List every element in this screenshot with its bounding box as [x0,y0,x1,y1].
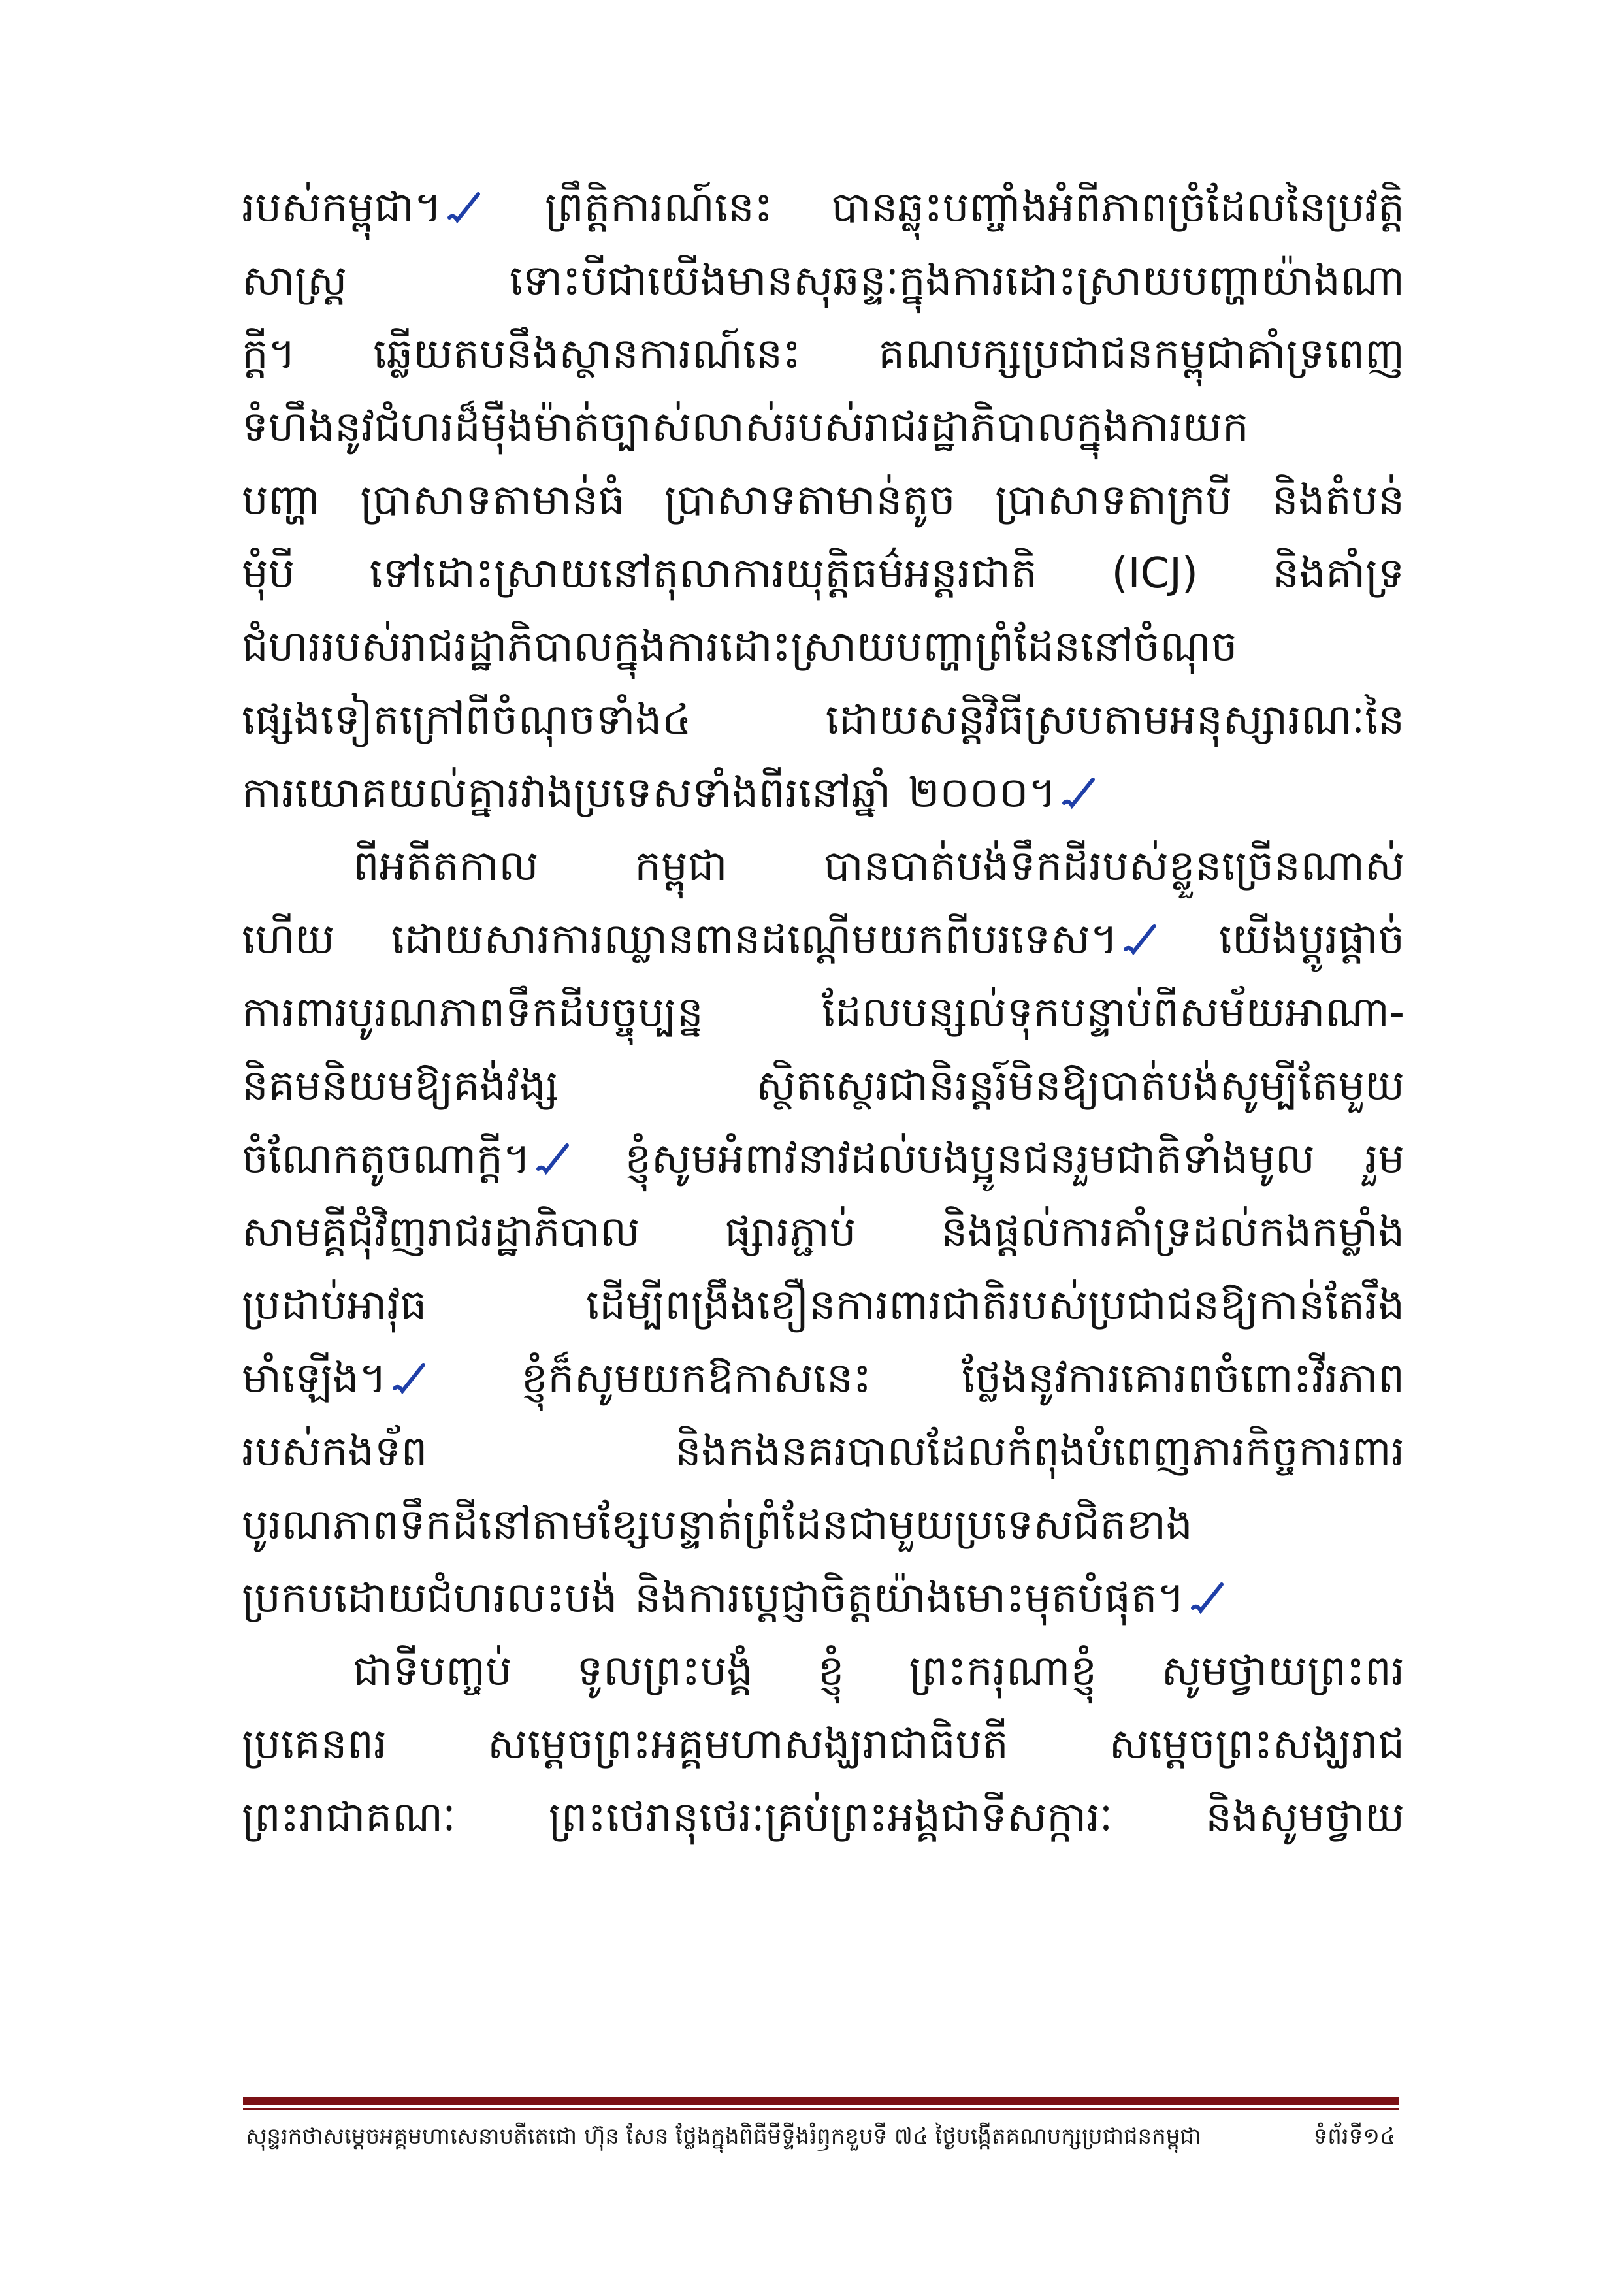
text-segment: ឆ្លើយតបនឹងស្ថានការណ៍នេះ [373,330,801,378]
text-line [242,1635,1405,1708]
pen-checkmark-icon [444,187,483,233]
text-segment: ដែលបន្សល់ទុកបន្ទាប់ពីសម័យអាណា- [821,989,1405,1037]
pen-checkmark-icon [533,1138,572,1184]
pen-checkmark-icon [1188,1577,1227,1623]
page-number: ទំព័រទី១៤ [1313,2123,1395,2150]
pen-checkmark-icon [389,1358,429,1403]
text-segment: យើងប្តូរផ្តាច់ [1218,915,1405,964]
text-line [242,1415,1405,1488]
page-footer [246,2117,1395,2156]
text-segment: ការយោគយល់គ្នារវាងប្រទេសទាំងពីរនៅឆ្នាំ [242,769,892,817]
text-segment: បានឆ្លុះបញ្ចាំងអំពីភាពច្រំដែលនៃប្រវត្តិ [831,184,1405,232]
text-segment: ប្រាសាទតាមាន់ធំ [360,476,625,525]
text-segment: របស់កម្ពុជា។ [242,171,486,244]
text-line [242,1049,1405,1122]
text-segment: មុំបី [242,549,295,598]
text-segment: រួម [1365,1135,1405,1183]
text-line [242,610,1405,683]
text-line [242,1781,1405,1854]
text-segment: គណបក្សប្រជាជនកម្ពុជាគាំទ្រពេញ [878,330,1405,378]
text-line [242,391,1405,464]
text-segment: សូមថ្វាយព្រះពរ [1161,1647,1405,1695]
text-line [242,537,1405,610]
text-segment: និងតំបន់ [1271,476,1405,525]
text-segment: បានបាត់បង់ទឹកដីរបស់ខ្លួនច្រើនណាស់ [823,842,1405,891]
text-line [242,830,1405,903]
pen-checkmark-icon [1120,919,1160,964]
text-line [242,171,1405,244]
text-segment: ដើម្បីពង្រឹងខឿនការពារជាតិរបស់ប្រជាជនឱ្យកាន់តែរឹង [585,1281,1405,1330]
text-segment: របស់កងទ័ព [242,1428,428,1476]
text-segment: សម្តេចព្រះអគ្គមហាសង្ឃរាជាធិបតី [487,1720,1009,1769]
text-segment: មាំឡើង។ [242,1342,431,1415]
text-segment: ព្រះរាជាគណៈ [242,1793,456,1842]
footer-rule-thick [243,2097,1399,2105]
body-text [242,171,1405,1854]
text-segment: ទៅដោះស្រាយនៅតុលាការយុត្តិធម៌អន្តរជាតិ [369,549,1037,598]
text-segment: ប្រាសាទតាក្របី [995,476,1233,525]
text-segment: ពីអតីតកាល [353,842,539,891]
pen-checkmark-icon [1059,772,1098,818]
text-line [242,1269,1405,1342]
text-segment: ចំណែកតូចណាក្តី។ [242,1122,575,1196]
text-line [242,1708,1405,1781]
text-segment: ខ្ញុំសូមអំពាវនាវដល់បងប្អូនជនរួមជាតិទាំងមូល [625,1135,1315,1183]
text-segment: ព្រះថេរានុថេរៈគ្រប់ព្រះអង្គជាទីសក្ការៈ [548,1793,1113,1842]
text-segment: ប្រាសាទតាមាន់តូច [664,476,956,525]
text-segment: ប្រគេនពរ [242,1720,387,1769]
text-line [242,318,1405,391]
text-segment: និគមនិយមឱ្យគង់វង្ស [242,1062,559,1110]
text-line [242,244,1405,318]
text-line [242,1196,1405,1269]
text-segment: ដោយសន្តិវិធីស្របតាមអនុស្សារណៈនៃ [825,696,1405,744]
text-segment: និងគាំទ្រ [1273,549,1405,598]
text-segment: ប្រដាប់អាវុធ [242,1281,427,1330]
text-segment: ទោះបីជាយើងមានសុឆន្ទៈក្នុងការដោះស្រាយបញ្ហាយ៉ាងណា [509,257,1405,305]
footer-rule [243,2097,1399,2112]
text-segment: ជំហររបស់រាជរដ្ឋាភិបាលក្នុងការដោះស្រាយបញ្ហាព្រំដែននៅចំណុច [242,623,1238,671]
text-segment: បញ្ហា [242,476,321,525]
footer-caption: សុន្ទរកថាសម្តេចអគ្គមហាសេនាបតីតេជោ ហ៊ុន សែន ថ្លែងក្នុងពិធីមីទ្ទីងរំឭកខួបទី ៧៤ ថ្ងៃបង្កើតគណបក្សប្រជាជនកម្ពុជា [246,2123,1201,2150]
text-segment: សាមគ្គីជុំវិញរាជរដ្ឋាភិបាល [242,1208,640,1256]
text-line [242,1122,1405,1196]
text-segment: ថ្លែងនូវការគោរពចំពោះវីរភាព [961,1354,1405,1403]
text-segment: ជាទីបញ្ចប់ [353,1647,512,1695]
text-segment: កម្ពុជា [634,842,728,891]
text-segment: និងផ្តល់ការគាំទ្រដល់កងកម្លាំង [941,1208,1405,1256]
text-line [242,903,1405,976]
text-line [242,1488,1405,1562]
text-line [242,683,1405,757]
footer-rule-thin [243,2108,1399,2110]
text-segment: បូរណភាពទឹកដីនៅតាមខ្សែបន្ទាត់ព្រំដែនជាមួយប្រទេសជិតខាង [242,1501,1193,1549]
text-segment: ក្តី។ [242,330,296,378]
text-segment: ទំហឹងនូវជំហរដ៏មុឺងម៉ាត់ច្បាស់លាស់របស់រាជរដ្ឋាភិបាលក្នុងការយក [242,403,1249,451]
text-segment: (ICJ) [1111,549,1198,598]
text-segment: ស្ថិតស្ថេរជានិរន្តរ៍មិនឱ្យបាត់បង់សូម្បីតែមួយ [756,1062,1405,1110]
text-segment: ព្រឹត្តិការណ៍នេះ [545,184,773,232]
text-segment: ខ្ញុំក៏សូមយកឱកាសនេះ [521,1354,871,1403]
text-segment: ហើយ [242,915,335,964]
text-segment: ប្រកបដោយជំហរលះបង់ [242,1574,618,1622]
text-segment: ទូលព្រះបង្គំ [576,1647,754,1695]
text-segment: សាស្ត្រ [242,257,348,305]
text-segment: ខ្ញុំ [817,1647,845,1695]
text-segment: ផ្សារភ្ជាប់ [724,1208,856,1256]
text-segment: និងសូមថ្វាយ [1205,1793,1405,1842]
text-segment: ដោយសារការឈ្លានពានដណ្តើមយកពីបរទេស។ [391,903,1163,976]
text-segment: ២០០០។ [908,757,1101,830]
text-segment: សម្តេចព្រះសង្ឃរាជ [1109,1720,1405,1769]
text-line [242,1562,1405,1635]
text-line [242,757,1405,830]
text-segment: និងកងនគរបាលដែលកំពុងបំពេញភារកិច្ចការពារ [674,1428,1405,1476]
text-segment: ការពារបូរណភាពទឹកដីបច្ចុប្បន្ន [242,989,704,1037]
text-segment: ព្រះករុណាខ្ញុំ [909,1647,1097,1695]
text-line [242,976,1405,1049]
text-line [242,1342,1405,1415]
text-segment: និងការប្តេជ្ញាចិត្តយ៉ាងមោះមុតបំផុត។ [634,1562,1229,1635]
text-segment: ផ្សេងទៀតក្រៅពីចំណុចទាំង៤ [242,696,692,744]
text-line [242,464,1405,537]
